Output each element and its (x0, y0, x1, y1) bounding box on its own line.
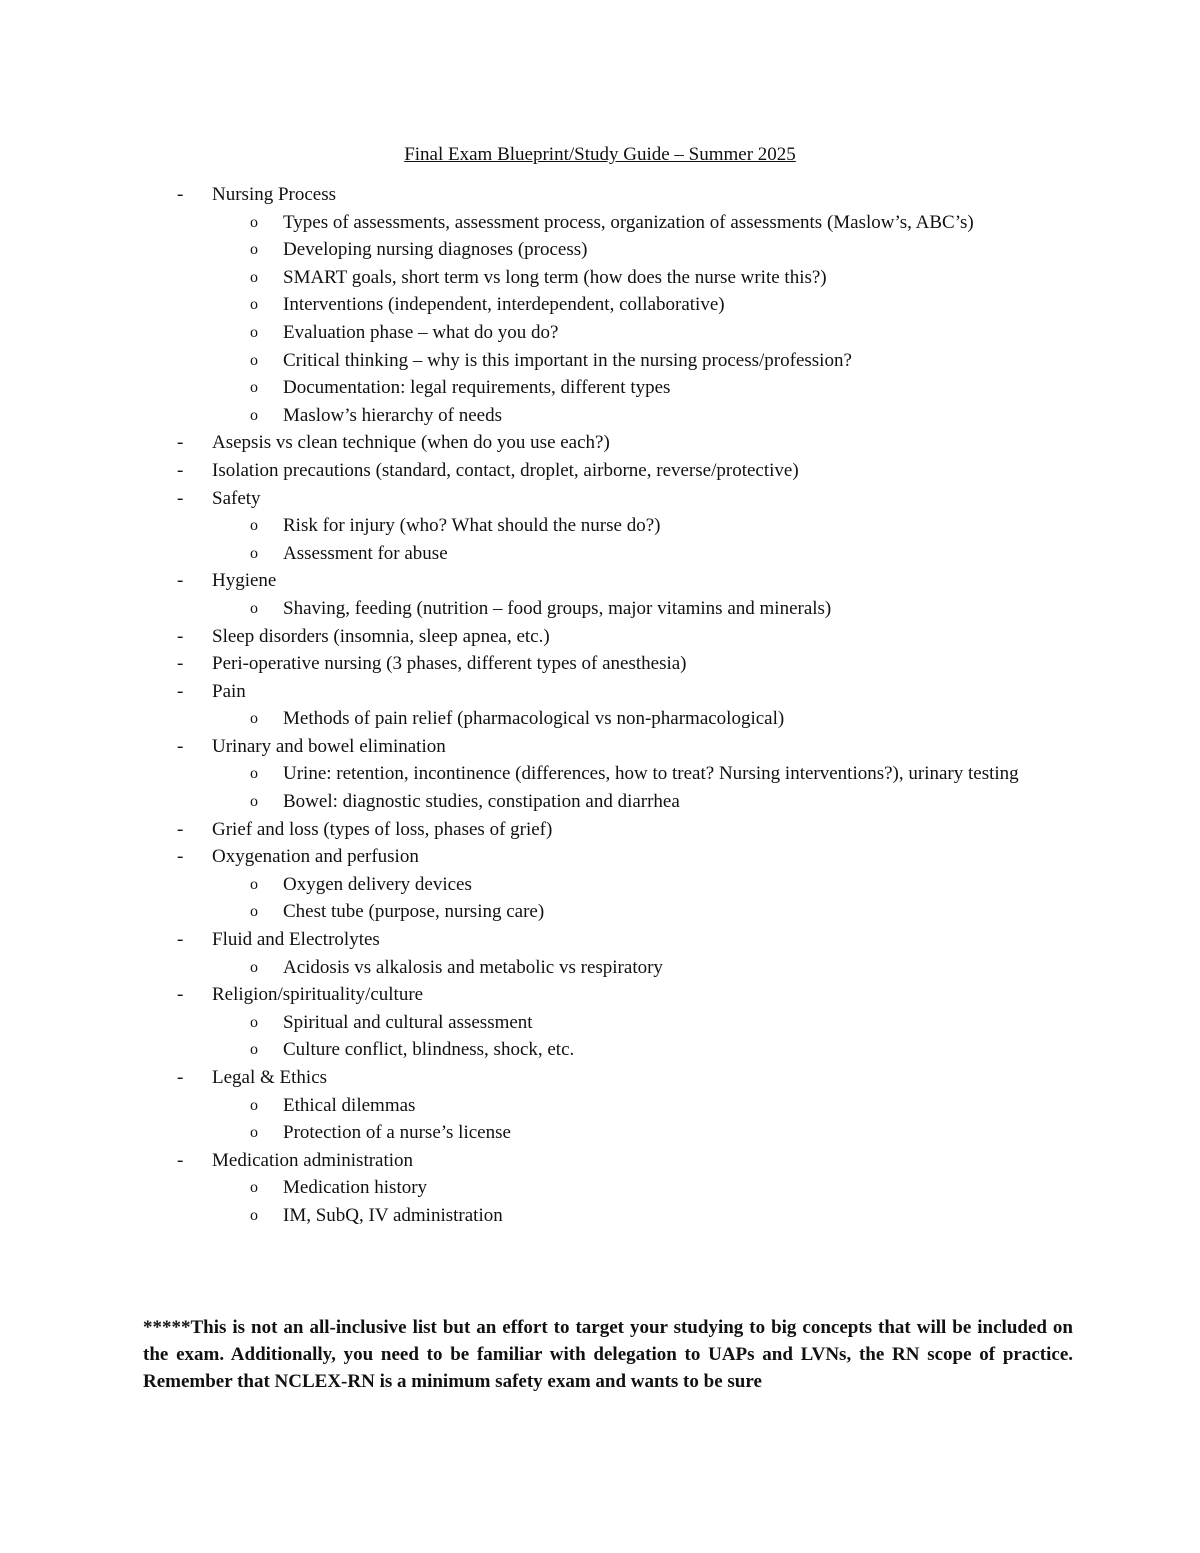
topic-item (0, 678, 1200, 706)
topic-text: Sleep disorders (insomnia, sleep apnea, etc.) (212, 625, 550, 647)
circle-bullet: o (250, 517, 258, 535)
circle-bullet: o (250, 1206, 258, 1224)
subtopic-item (0, 898, 1200, 926)
subtopic-item (0, 788, 1200, 816)
topic-list (0, 181, 1200, 1230)
topic-item (0, 650, 1200, 678)
topic-text: Safety (212, 487, 261, 509)
topic-text: Religion/spirituality/culture (212, 984, 424, 1006)
topic-text: Pain (212, 680, 246, 702)
topic-item (0, 181, 1200, 209)
subtopic-text: SMART goals, short term vs long term (how does the nurse write this?) (283, 266, 827, 288)
topic-text: Grief and loss (types of loss, phases of grief) (212, 818, 553, 840)
subtopic-item (0, 319, 1200, 347)
dash-bullet: - (177, 487, 184, 509)
subtopic-text: Maslow’s hierarchy of needs (283, 404, 502, 426)
subtopic-text: Urine: retention, incontinence (differences, how to treat? Nursing interventions?), urinary testing (283, 763, 1019, 785)
topic-text: Isolation precautions (standard, contact, droplet, airborne, reverse/protective) (212, 459, 799, 481)
disclaimer-note: *****This is not an all-inclusive list but an effort to target your studying to big concepts that will be included on the exam. Additionally, you need to be familiar with delegation to UAPs and LVNs, the RN scope of practice. Remember that NCLEX-RN is a minimum safety exam and wants to be sure (143, 1317, 1073, 1392)
subtopic-item (0, 1036, 1200, 1064)
topic-item (0, 623, 1200, 651)
topic-text: Hygiene (212, 570, 277, 592)
circle-bullet: o (250, 599, 258, 617)
subtopic-text: Acidosis vs alkalosis and metabolic vs respiratory (283, 956, 663, 978)
circle-bullet: o (250, 1096, 258, 1114)
subtopic-text: Ethical dilemmas (283, 1094, 416, 1116)
circle-bullet: o (250, 213, 258, 231)
circle-bullet: o (250, 875, 258, 893)
topic-item (0, 429, 1200, 457)
topic-text: Medication administration (212, 1149, 414, 1171)
dash-bullet: - (177, 929, 184, 951)
dash-bullet: - (177, 653, 184, 675)
dash-bullet: - (177, 570, 184, 592)
circle-bullet: o (250, 323, 258, 341)
page-title: Final Exam Blueprint/Study Guide – Summer 2025 (404, 144, 796, 165)
circle-bullet: o (250, 903, 258, 921)
subtopic-text: Documentation: legal requirements, different types (283, 377, 671, 399)
topic-item (0, 816, 1200, 844)
subtopic-item (0, 540, 1200, 568)
circle-bullet: o (250, 1124, 258, 1142)
circle-bullet: o (250, 241, 258, 259)
topic-item (0, 926, 1200, 954)
circle-bullet: o (250, 1179, 258, 1197)
circle-bullet: o (250, 406, 258, 424)
circle-bullet: o (250, 351, 258, 369)
subtopic-text: Spiritual and cultural assessment (283, 1011, 533, 1033)
subtopic-item (0, 705, 1200, 733)
subtopic-text: Chest tube (purpose, nursing care) (283, 901, 545, 923)
subtopic-text: IM, SubQ, IV administration (283, 1204, 503, 1226)
dash-bullet: - (177, 459, 184, 481)
topic-text: Peri-operative nursing (3 phases, different types of anesthesia) (212, 653, 687, 675)
subtopic-item (0, 760, 1200, 788)
subtopic-item (0, 236, 1200, 264)
dash-bullet: - (177, 735, 184, 757)
subtopic-item (0, 374, 1200, 402)
topic-text: Oxygenation and perfusion (212, 846, 419, 868)
topic-item (0, 567, 1200, 595)
dash-bullet: - (177, 846, 184, 868)
topic-text: Fluid and Electrolytes (212, 929, 380, 951)
subtopic-text: Protection of a nurse’s license (283, 1122, 511, 1144)
subtopic-item (0, 1119, 1200, 1147)
subtopic-item (0, 871, 1200, 899)
subtopic-item (0, 1202, 1200, 1230)
topic-text: Urinary and bowel elimination (212, 735, 446, 757)
subtopic-item (0, 1009, 1200, 1037)
topic-item (0, 457, 1200, 485)
topic-item (0, 1064, 1200, 1092)
subtopic-item (0, 209, 1200, 237)
subtopic-text: Critical thinking – why is this important in the nursing process/profession? (283, 349, 852, 371)
circle-bullet: o (250, 765, 258, 783)
dash-bullet: - (177, 984, 184, 1006)
circle-bullet: o (250, 379, 258, 397)
topic-text: Asepsis vs clean technique (when do you use each?) (212, 432, 610, 454)
subtopic-item (0, 402, 1200, 430)
subtopic-text: Interventions (independent, interdependent, collaborative) (283, 294, 725, 316)
subtopic-text: Evaluation phase – what do you do? (283, 321, 559, 343)
subtopic-item (0, 595, 1200, 623)
dash-bullet: - (177, 184, 184, 205)
subtopic-item (0, 1092, 1200, 1120)
topic-item (0, 981, 1200, 1009)
dash-bullet: - (177, 1067, 184, 1088)
topic-text: Legal & Ethics (212, 1067, 328, 1088)
topic-item (0, 1147, 1200, 1175)
circle-bullet: o (250, 1041, 258, 1059)
circle-bullet: o (250, 1013, 258, 1031)
subtopic-text: Developing nursing diagnoses (process) (283, 239, 588, 261)
subtopic-text: Types of assessments, assessment process, organization of assessments (Maslow’s, ABC’s) (283, 211, 974, 233)
circle-bullet: o (250, 296, 258, 314)
topic-item (0, 843, 1200, 871)
circle-bullet: o (250, 958, 258, 976)
subtopic-item (0, 264, 1200, 292)
subtopic-text: Shaving, feeding (nutrition – food groups, major vitamins and minerals) (283, 597, 832, 619)
dash-bullet: - (177, 1149, 184, 1171)
topic-item (0, 733, 1200, 761)
circle-bullet: o (250, 710, 258, 728)
dash-bullet: - (177, 432, 184, 454)
dash-bullet: - (177, 818, 184, 840)
dash-bullet: - (177, 680, 184, 702)
subtopic-text: Assessment for abuse (283, 542, 448, 564)
subtopic-item (0, 347, 1200, 375)
subtopic-text: Oxygen delivery devices (283, 873, 472, 895)
subtopic-text: Medication history (283, 1177, 428, 1199)
circle-bullet: o (250, 793, 258, 811)
circle-bullet: o (250, 544, 258, 562)
subtopic-text: Methods of pain relief (pharmacological vs non-pharmacological) (283, 708, 785, 730)
subtopic-text: Bowel: diagnostic studies, constipation and diarrhea (283, 791, 680, 813)
topic-item (0, 485, 1200, 513)
circle-bullet: o (250, 268, 258, 286)
topic-text: Nursing Process (212, 184, 337, 205)
subtopic-item (0, 291, 1200, 319)
subtopic-item (0, 512, 1200, 540)
dash-bullet: - (177, 625, 184, 647)
subtopic-text: Risk for injury (who? What should the nurse do?) (283, 515, 661, 537)
subtopic-text: Culture conflict, blindness, shock, etc. (283, 1039, 575, 1061)
subtopic-item (0, 1174, 1200, 1202)
subtopic-item (0, 954, 1200, 982)
